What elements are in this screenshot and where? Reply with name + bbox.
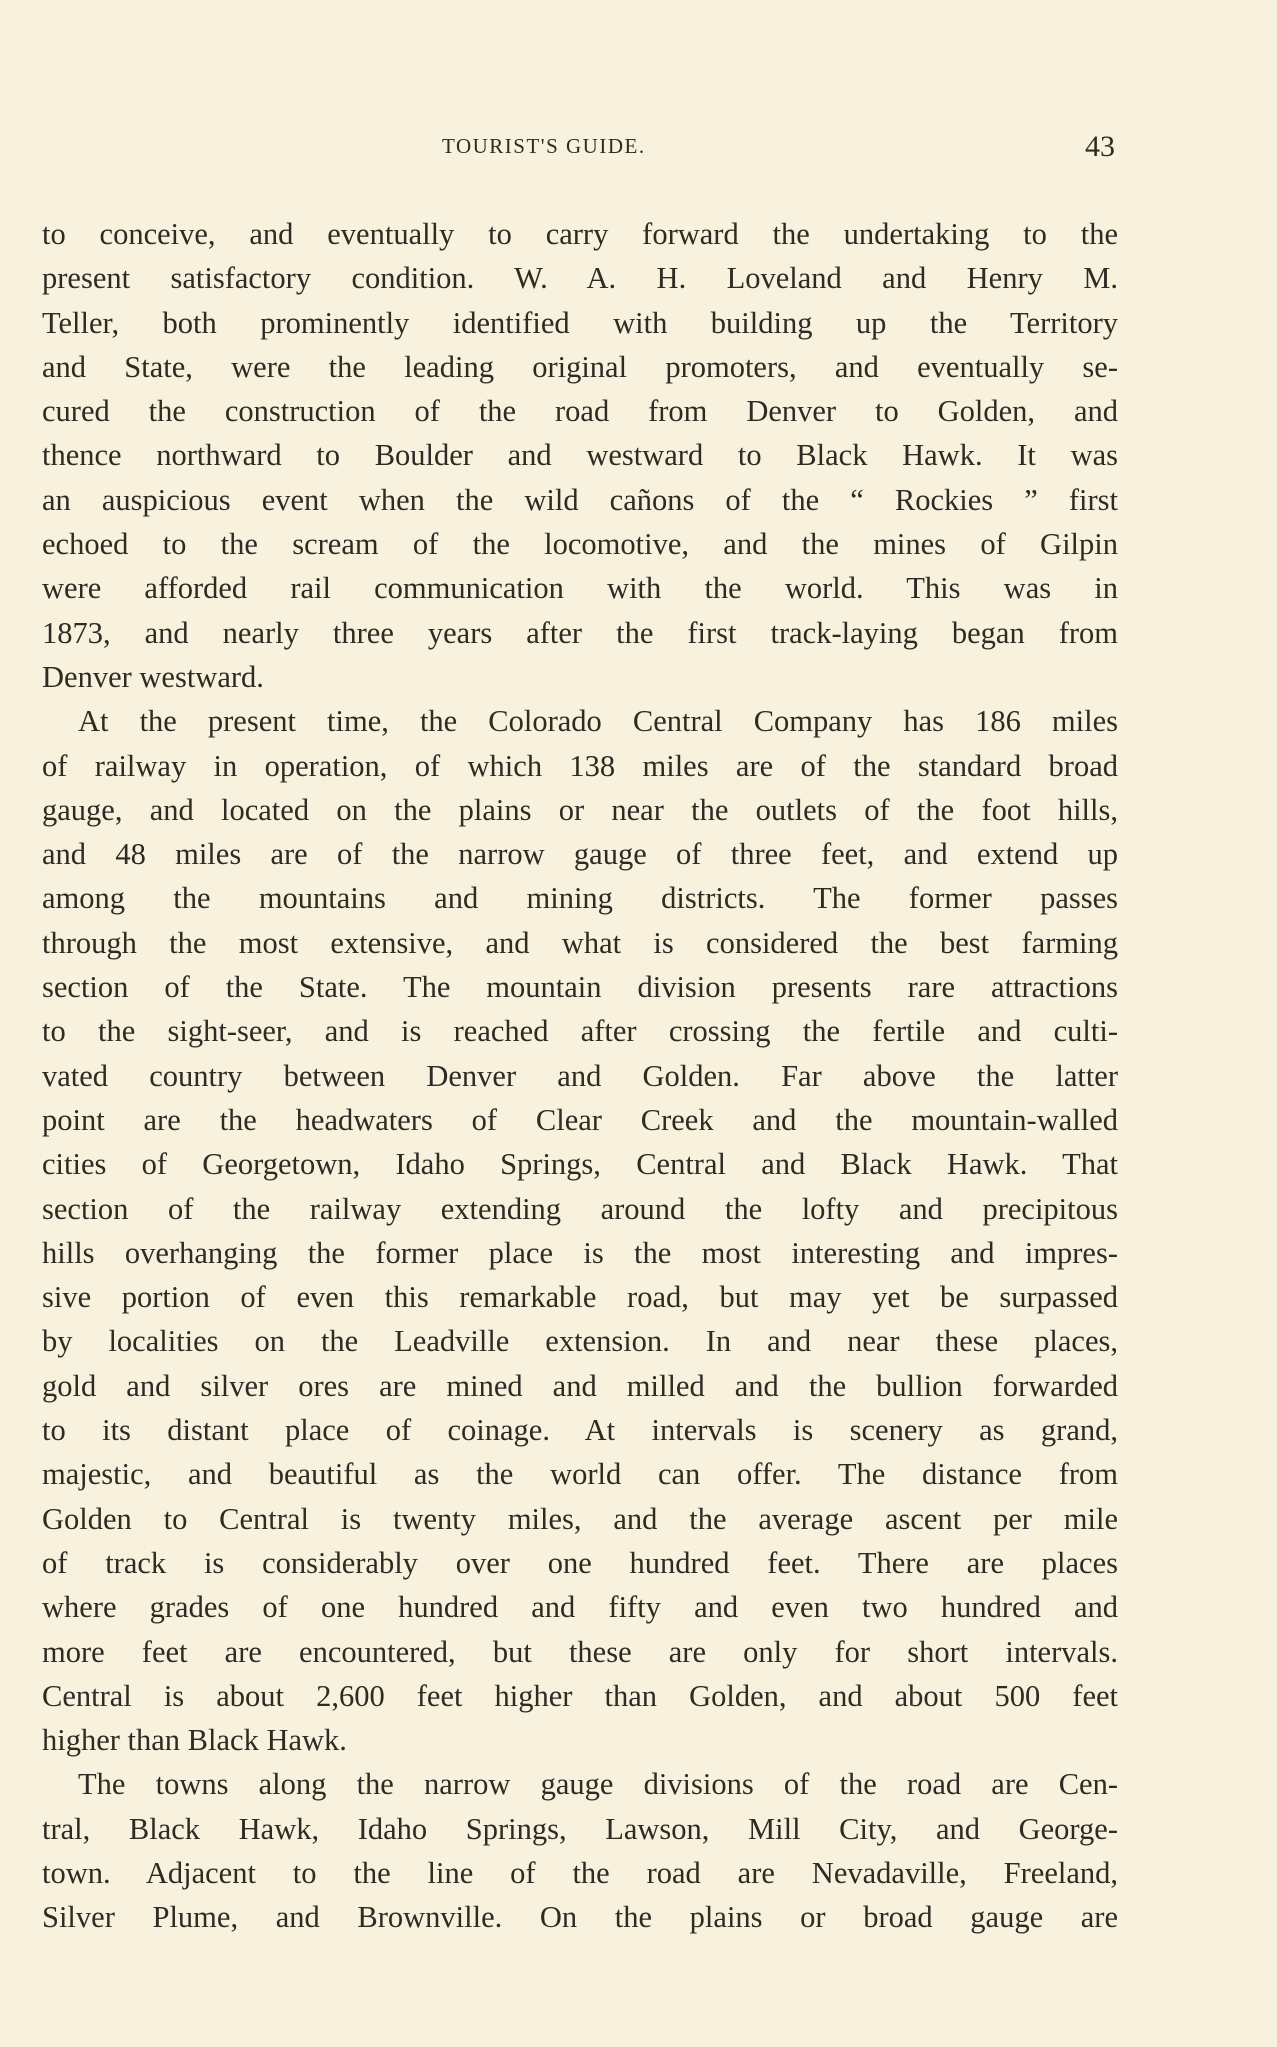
text-line: to the sight-seer, and is reached after crossing the fertile and culti-: [42, 1014, 1118, 1049]
text-line: where grades of one hundred and fifty and even two hundred and: [42, 1590, 1118, 1625]
text-line: higher than Black Hawk.: [42, 1723, 347, 1758]
text-line: gold and silver ores are mined and milled and the bullion forwarded: [42, 1368, 1118, 1403]
text-line: more feet are encountered, but these are only for short intervals.: [42, 1634, 1118, 1669]
text-line: Golden to Central is twenty miles, and the average ascent per mile: [42, 1501, 1118, 1536]
text-line: to its distant place of coinage. At intervals is scenery as grand,: [42, 1413, 1118, 1448]
text-line: section of the State. The mountain division presents rare attractions: [42, 970, 1118, 1005]
text-line: to conceive, and eventually to carry forward the undertaking to the: [42, 217, 1118, 251]
text-line: by localities on the Leadville extension. In and near these places,: [42, 1324, 1118, 1359]
page-number: 43: [1085, 130, 1115, 163]
text-line: of track is considerably over one hundred feet. There are places: [42, 1545, 1118, 1580]
text-line: hills overhanging the former place is the most interesting and impres-: [42, 1235, 1118, 1270]
text-line: At the present time, the Colorado Central Company has 186 miles: [78, 704, 1118, 739]
text-line: of railway in operation, of which 138 miles are of the standard broad: [42, 748, 1118, 783]
text-line: The towns along the narrow gauge divisions of the road are Cen-: [78, 1767, 1118, 1802]
text-line: vated country between Denver and Golden. Far above the latter: [42, 1058, 1118, 1093]
text-line: town. Adjacent to the line of the road are Nevadaville, Freeland,: [42, 1855, 1118, 1890]
text-line: and 48 miles are of the narrow gauge of three feet, and extend up: [42, 837, 1118, 872]
text-line: echoed to the scream of the locomotive, and the mines of Gilpin: [42, 527, 1118, 562]
text-line: gauge, and located on the plains or near the outlets of the foot hills,: [42, 792, 1118, 827]
text-line: present satisfactory condition. W. A. H. Loveland and Henry M.: [42, 261, 1118, 296]
text-line: 1873, and nearly three years after the first track-laying began from: [42, 615, 1118, 650]
text-line: tral, Black Hawk, Idaho Springs, Lawson, Mill City, and George-: [42, 1811, 1118, 1846]
running-title: TOURIST'S GUIDE.: [442, 134, 646, 158]
text-line: an auspicious event when the wild cañons of the “ Rockies ” first: [42, 482, 1118, 517]
text-line: sive portion of even this remarkable road, but may yet be surpassed: [42, 1280, 1118, 1315]
text-line: cities of Georgetown, Idaho Springs, Central and Black Hawk. That: [42, 1147, 1118, 1182]
text-line: Denver westward.: [42, 659, 264, 694]
text-line: thence northward to Boulder and westward to Black Hawk. It was: [42, 438, 1118, 473]
text-line: Silver Plume, and Brownville. On the plains or broad gauge are: [42, 1900, 1118, 1935]
text-line: majestic, and beautiful as the world can offer. The distance from: [42, 1457, 1118, 1492]
text-line: Teller, both prominently identified with building up the Territory: [42, 305, 1118, 340]
text-line: were afforded rail communication with the world. This was in: [42, 571, 1118, 606]
text-line: Central is about 2,600 feet higher than Golden, and about 500 feet: [42, 1678, 1118, 1713]
body-text: [42, 212, 1118, 1940]
text-line: cured the construction of the road from Denver to Golden, and: [42, 394, 1118, 429]
text-line: and State, were the leading original promoters, and eventually se-: [42, 349, 1118, 384]
text-line: point are the headwaters of Clear Creek and the mountain-walled: [42, 1102, 1118, 1137]
text-line: section of the railway extending around the lofty and precipitous: [42, 1191, 1118, 1226]
text-line: among the mountains and mining districts. The former passes: [42, 881, 1118, 916]
text-line: through the most extensive, and what is considered the best farming: [42, 925, 1118, 960]
